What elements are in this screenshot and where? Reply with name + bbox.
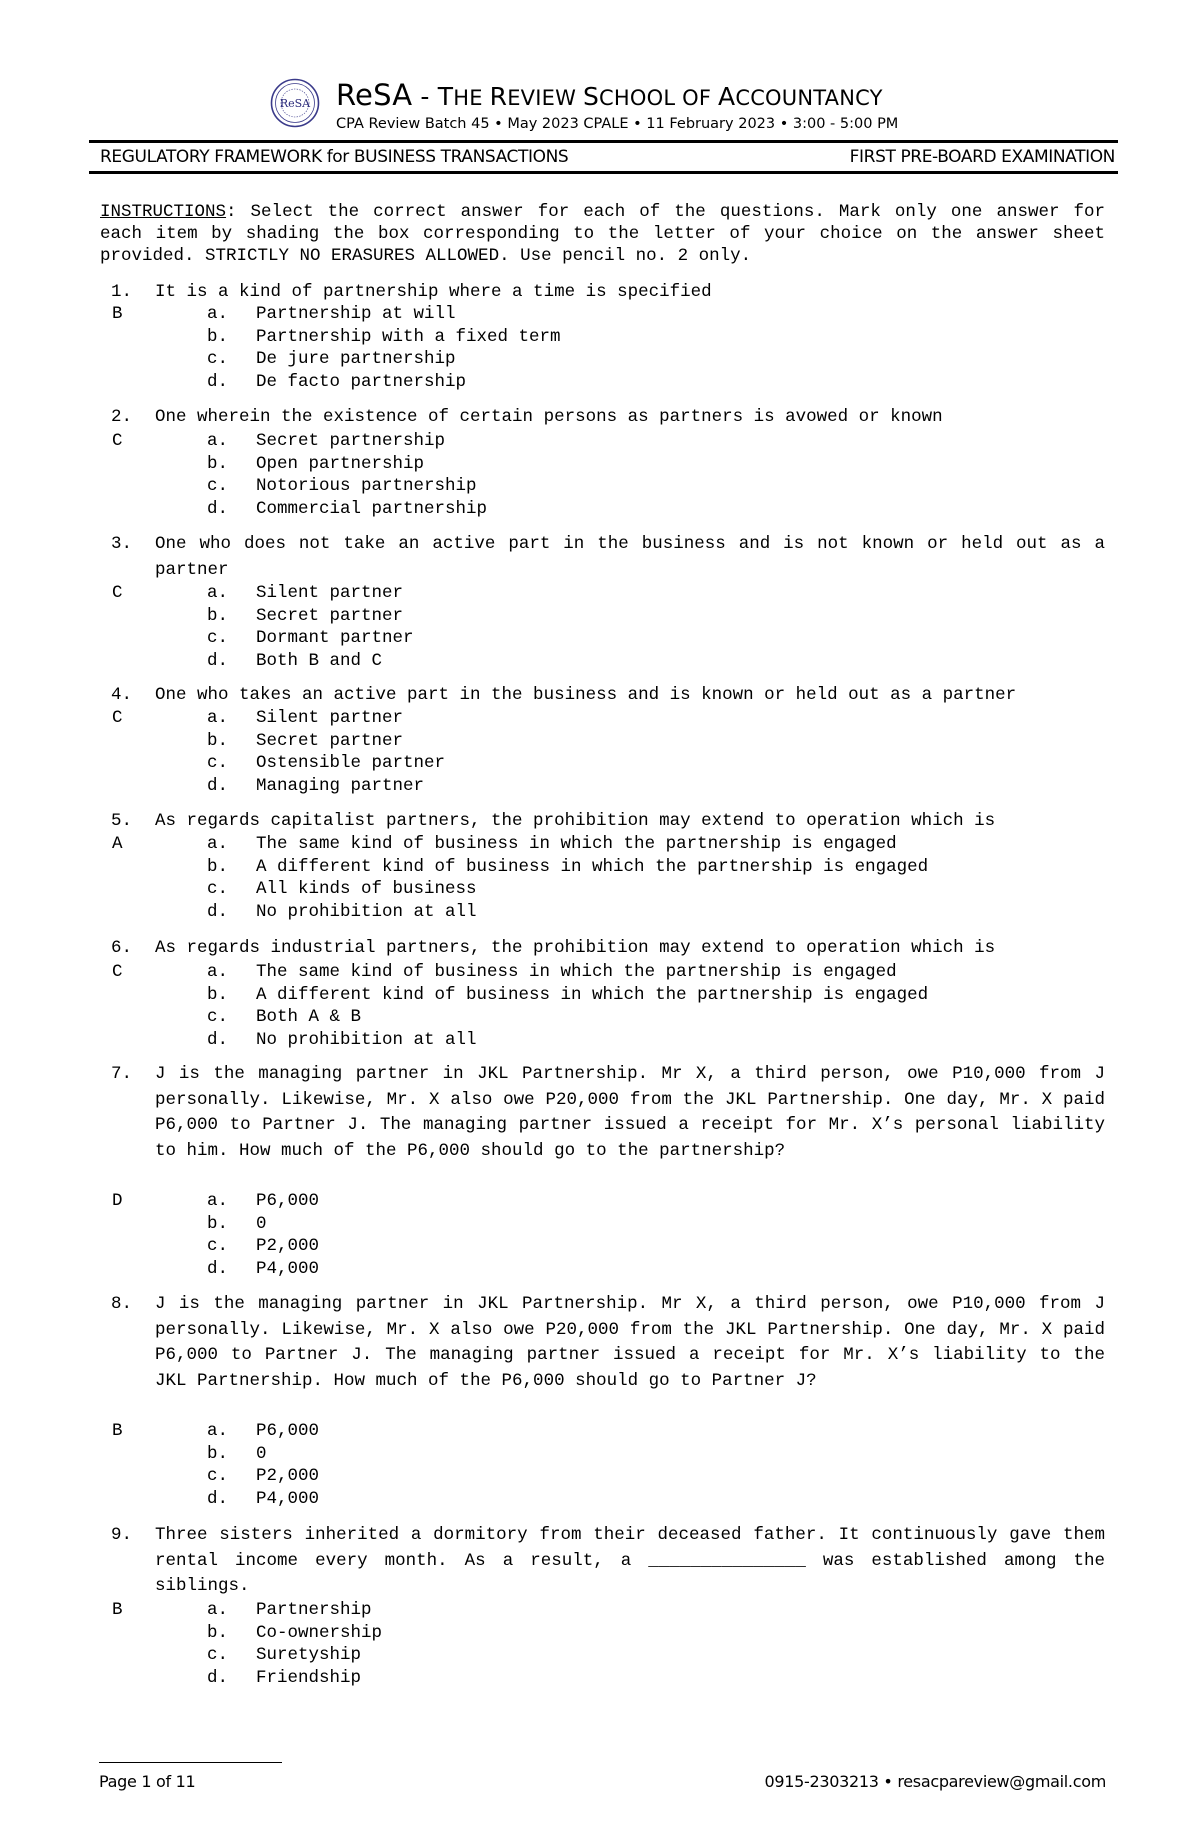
option-a: a. The same kind of business in which the partnership is engaged <box>207 834 897 854</box>
subject-title: REGULATORY FRAMEWORK for BUSINESS TRANSACTIONS <box>100 147 569 167</box>
subject-bar <box>92 146 1115 168</box>
option-c: c. P2,000 <box>207 1236 320 1256</box>
option-c: c. Notorious partnership <box>207 476 477 496</box>
answer-key: C <box>112 962 123 982</box>
resa-logo-icon <box>270 78 320 128</box>
question-number: 6. <box>111 938 133 958</box>
answer-key: C <box>112 583 123 603</box>
question-number: 9. <box>111 1525 133 1545</box>
option-c: c. Dormant partner <box>207 628 414 648</box>
exam-title: FIRST PRE-BOARD EXAMINATION <box>849 147 1115 167</box>
batch-line: CPA Review Batch 45 • May 2023 CPALE • 11 February 2023 • 3:00 - 5:00 PM <box>336 116 899 132</box>
question-text: J is the managing partner in JKL Partnership. Mr X, a third person, owe P10,000 from J personally. Likewise, Mr. X also owe P20,000 from the JKL Partnership. One day, Mr. X paid P6,000 to Partner J. The managing partner issued a receipt for Mr. X’s personal liability to him. How much of the P6,000 should go to the partnership? <box>155 1064 1105 1162</box>
option-c: c. De jure partnership <box>207 349 456 369</box>
option-b: b. Partnership with a fixed term <box>207 326 561 347</box>
question-number: 8. <box>111 1294 133 1314</box>
option-b: b. Co-ownership <box>207 1622 383 1643</box>
footer-rule <box>99 1762 282 1763</box>
option-a: a. Partnership at will <box>207 304 456 324</box>
option-d: d. No prohibition at all <box>207 1029 477 1050</box>
option-d: d. Commercial partnership <box>207 498 488 519</box>
option-d: d. P4,000 <box>207 1488 320 1509</box>
option-a: a. P6,000 <box>207 1421 320 1441</box>
answer-key: D <box>112 1191 123 1211</box>
answer-key: B <box>112 304 123 324</box>
option-d: d. Managing partner <box>207 775 425 796</box>
answer-key: A <box>112 834 123 854</box>
question-number: 7. <box>111 1064 133 1084</box>
question-text: As regards industrial partners, the prohibition may extend to operation which is <box>155 938 996 958</box>
logo-lettering: ReSA <box>279 97 311 110</box>
question-text: One who takes an active part in the business and is known or held out as a partner <box>155 685 1017 705</box>
option-a: a. Silent partner <box>207 583 404 603</box>
question-number: 3. <box>111 534 133 554</box>
option-a: a. P6,000 <box>207 1191 320 1211</box>
option-d: d. No prohibition at all <box>207 901 477 922</box>
option-d: d. P4,000 <box>207 1258 320 1279</box>
question-number: 5. <box>111 811 133 831</box>
school-name: ReSA - THE REVIEW SCHOOL OF ACCOUNTANCY <box>336 78 883 112</box>
instructions <box>100 201 1105 267</box>
option-c: c. Both A & B <box>207 1007 362 1027</box>
option-d: d. Friendship <box>207 1667 362 1688</box>
question-text: It is a kind of partnership where a time is specified <box>155 282 712 302</box>
option-b: b. Open partnership <box>207 453 425 474</box>
answer-key: B <box>112 1421 123 1441</box>
option-b: b. A different kind of business in which the partnership is engaged <box>207 984 929 1005</box>
question-number: 2. <box>111 407 133 427</box>
page-number: Page 1 of 11 <box>99 1772 196 1791</box>
header-rule-bottom <box>89 171 1118 174</box>
option-b: b. 0 <box>207 1443 267 1464</box>
option-c: c. Ostensible partner <box>207 753 446 773</box>
option-c: c. P2,000 <box>207 1466 320 1486</box>
header <box>270 78 970 138</box>
option-a: a. The same kind of business in which the partnership is engaged <box>207 962 897 982</box>
question-text: Three sisters inherited a dormitory from their deceased father. It continuously gave them rental income every month. As a result, a _______________ was established among the siblings. <box>155 1525 1105 1597</box>
contact-info: 0915-2303213 • resacpareview@gmail.com <box>764 1772 1106 1791</box>
answer-key: C <box>112 431 123 451</box>
option-a: a. Secret partnership <box>207 431 446 451</box>
question-text: As regards capitalist partners, the prohibition may extend to operation which is <box>155 811 996 831</box>
header-rule-top <box>89 140 1118 143</box>
option-d: d. De facto partnership <box>207 371 467 392</box>
option-b: b. Secret partner <box>207 605 404 626</box>
instructions-text: : Select the correct answer for each of the questions. Mark only one answer for each item by shading the box corresponding to the letter of your choice on the answer sheet provided. STRICTLY NO ERASURES ALLOWED. Use pencil no. 2 only. <box>100 202 1105 266</box>
option-c: c. All kinds of business <box>207 879 477 899</box>
question-text: One who does not take an active part in the business and is not known or held out as a partner <box>155 534 1105 580</box>
option-c: c. Suretyship <box>207 1645 362 1665</box>
option-b: b. A different kind of business in which the partnership is engaged <box>207 856 929 877</box>
option-d: d. Both B and C <box>207 650 383 671</box>
instructions-label: INSTRUCTIONS <box>100 202 227 222</box>
option-b: b. Secret partner <box>207 730 404 751</box>
option-a: a. Silent partner <box>207 708 404 728</box>
question-text: One wherein the existence of certain persons as partners is avowed or known <box>155 407 943 427</box>
question-number: 1. <box>111 282 133 302</box>
question-text: J is the managing partner in JKL Partnership. Mr X, a third person, owe P10,000 from J personally. Likewise, Mr. X also owe P20,000 from the JKL Partnership. One day, Mr. X paid P6,000 to Partner J. The managing partner issued a receipt for Mr. X’s liability to the JKL Partnership. How much of the P6,000 should go to Partner J? <box>155 1294 1105 1392</box>
question-number: 4. <box>111 685 133 705</box>
answer-key: C <box>112 708 123 728</box>
option-a: a. Partnership <box>207 1600 372 1620</box>
option-b: b. 0 <box>207 1213 267 1234</box>
answer-key: B <box>112 1600 123 1620</box>
